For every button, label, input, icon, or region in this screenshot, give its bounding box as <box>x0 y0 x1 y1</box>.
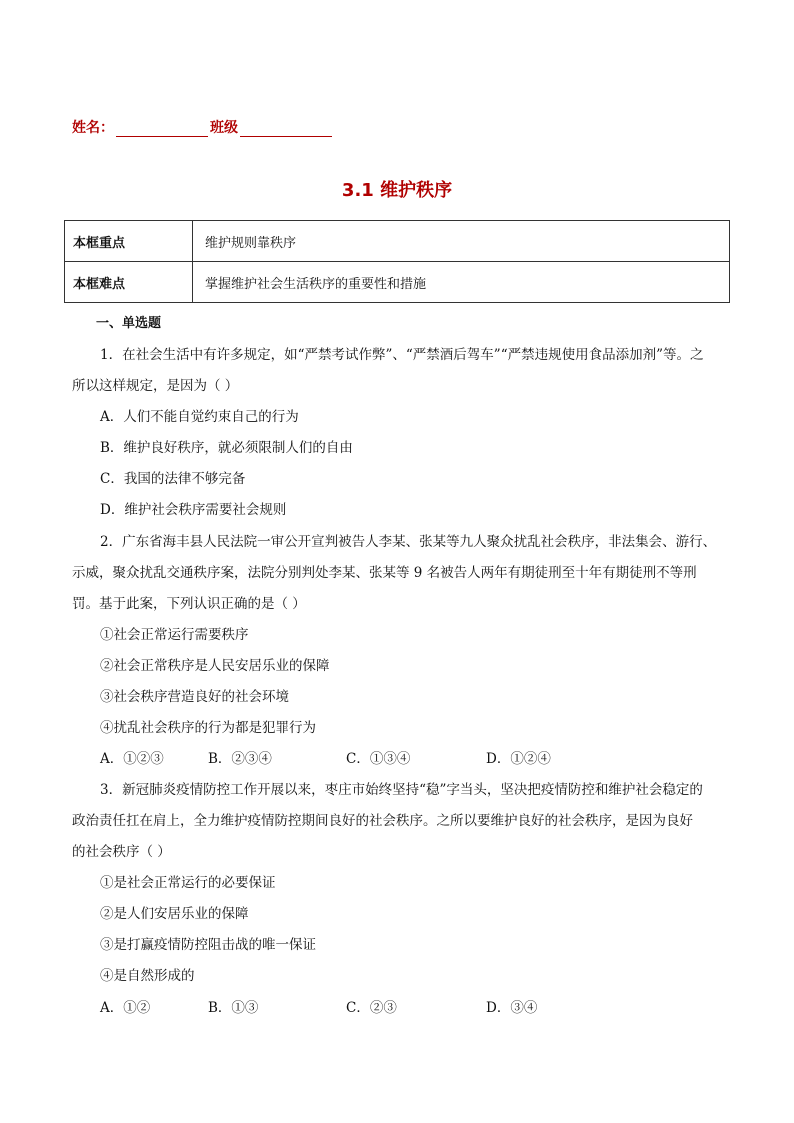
class-blank[interactable] <box>240 121 332 137</box>
q1-option-d[interactable]: D．维护社会秩序需要社会规则 <box>100 502 287 518</box>
table-row <box>65 221 730 262</box>
q2-choice-c[interactable]: C．①③④ <box>346 751 411 767</box>
page-title: 3.1 维护秩序 <box>341 180 453 201</box>
q1-stem-line-2: 所以这样规定，是因为（ ） <box>72 378 239 394</box>
q3-item-2: ②是人们安居乐业的保障 <box>100 906 249 922</box>
q2-stem-line-1: 2．广东省海丰县人民法院一审公开宣判被告人李某、张某等九人聚众扰乱社会秩序，非法集会、游行、 <box>100 534 717 550</box>
q2-item-4: ④扰乱社会秩序的行为都是犯罪行为 <box>100 720 316 736</box>
q1-option-b[interactable]: B．维护良好秩序，就必须限制人们的自由 <box>100 440 353 456</box>
focus-value: 维护规则靠秩序 <box>193 221 730 262</box>
name-label: 姓名： <box>72 120 114 136</box>
name-blank[interactable] <box>116 121 208 137</box>
difficulty-value: 掌握维护社会生活秩序的重要性和措施 <box>193 262 730 303</box>
q1-stem-line-1: 1．在社会生活中有许多规定，如“严禁考试作弊”、“严禁酒后驾车”“严禁违规使用食品添加剂”等。之 <box>100 347 704 363</box>
q3-choice-b[interactable]: B．①③ <box>208 1000 259 1016</box>
q2-item-2: ②社会正常秩序是人民安居乐业的保障 <box>100 658 330 674</box>
q3-item-1: ①是社会正常运行的必要保证 <box>100 875 276 891</box>
q2-choice-a[interactable]: A．①②③ <box>100 751 164 767</box>
name-class-line <box>72 117 332 137</box>
difficulty-key: 本框难点 <box>65 262 193 303</box>
q2-choice-b[interactable]: B．②③④ <box>208 751 272 767</box>
section-title: 一、单选题 <box>96 316 162 331</box>
focus-table <box>64 220 730 303</box>
q2-item-3: ③社会秩序营造良好的社会环境 <box>100 689 289 705</box>
q3-item-3: ③是打赢疫情防控阻击战的唯一保证 <box>100 937 316 953</box>
q2-choice-d[interactable]: D．①②④ <box>486 751 551 767</box>
focus-key: 本框重点 <box>65 221 193 262</box>
q2-stem-line-2: 示威，聚众扰乱交通秩序案，法院分别判处李某、张某等 9 名被告人两年有期徒刑至十年有期徒刑不等刑 <box>72 565 697 581</box>
q3-stem-line-3: 的社会秩序（ ） <box>72 844 171 860</box>
q2-item-1: ①社会正常运行需要秩序 <box>100 627 249 643</box>
q3-choice-a[interactable]: A．①② <box>100 1000 151 1016</box>
q3-stem-line-1: 3．新冠肺炎疫情防控工作开展以来，枣庄市始终坚持“稳”字当头，坚决把疫情防控和维护社会稳定的 <box>100 782 703 798</box>
q3-choice-d[interactable]: D．③④ <box>486 1000 538 1016</box>
q3-choice-c[interactable]: C．②③ <box>346 1000 397 1016</box>
q1-option-c[interactable]: C．我国的法律不够完备 <box>100 471 246 487</box>
q1-option-a[interactable]: A．人们不能自觉约束自己的行为 <box>100 409 299 425</box>
table-row <box>65 262 730 303</box>
q3-item-4: ④是自然形成的 <box>100 968 195 984</box>
class-label: 班级 <box>210 120 238 136</box>
q3-stem-line-2: 政治责任扛在肩上，全力维护疫情防控期间良好的社会秩序。之所以要维护良好的社会秩序，是因为良好 <box>72 813 693 829</box>
q2-stem-line-3: 罚。基于此案，下列认识正确的是（ ） <box>72 596 306 612</box>
